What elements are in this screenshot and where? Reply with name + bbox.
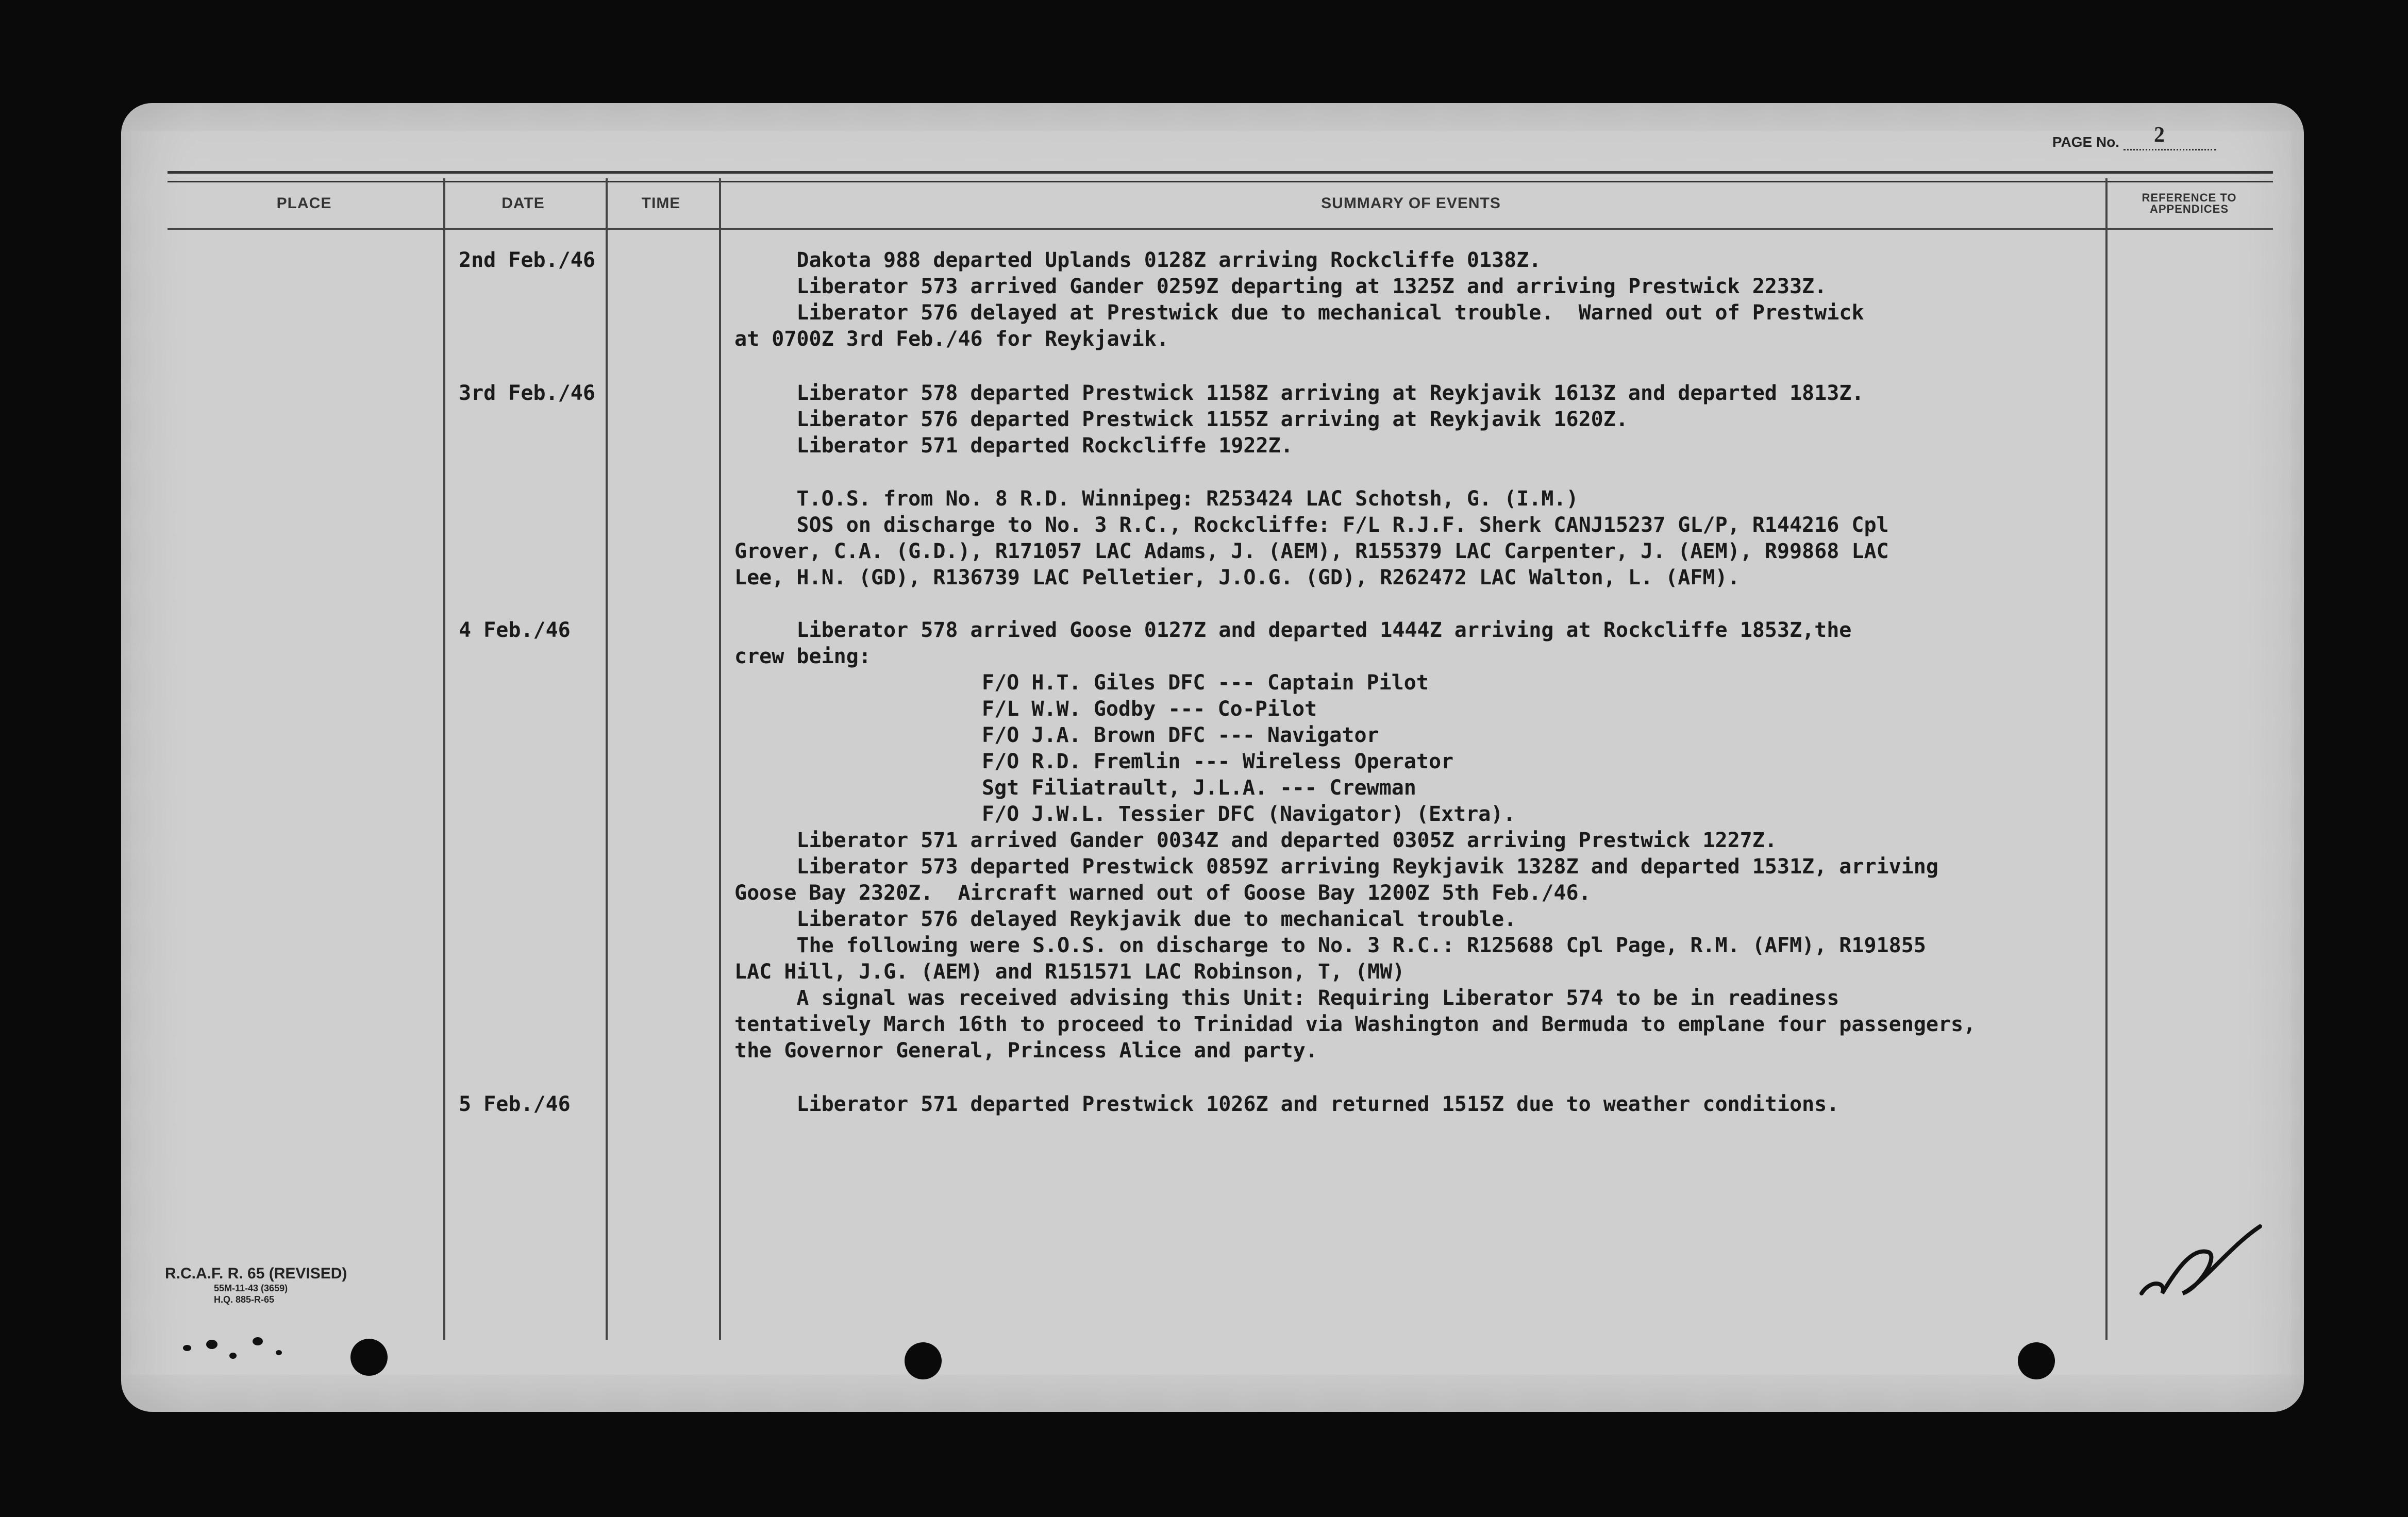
events-body	[121, 103, 2304, 1412]
signature-mark	[2131, 1216, 2265, 1309]
ink-speck	[276, 1350, 282, 1355]
event-line: SOS on discharge to No. 3 R.C., Rockcliffe: F/L R.J.F. Sherk CANJ15237 GL/P, R144216 Cpl	[734, 513, 1889, 537]
form-hq-code: H.Q. 885-R-65	[214, 1294, 275, 1305]
header-summary: SUMMARY OF EVENTS	[1321, 195, 1501, 212]
diary-page	[121, 103, 2304, 1412]
header-place: PLACE	[276, 195, 332, 212]
event-line: Liberator 578 arrived Goose 0127Z and departed 1444Z arriving at Rockcliffe 1853Z,the	[734, 618, 1852, 642]
event-line: T.O.S. from No. 8 R.D. Winnipeg: R253424 LAC Schotsh, G. (I.M.)	[734, 487, 1579, 511]
date-entry: 3rd Feb./46	[459, 381, 595, 405]
event-line: Liberator 573 departed Prestwick 0859Z arriving Reykjavik 1328Z and departed 1531Z, arriving	[734, 855, 1938, 879]
event-line: Liberator 576 departed Prestwick 1155Z arriving at Reykjavik 1620Z.	[734, 408, 1628, 431]
ink-speck	[183, 1345, 191, 1351]
crew-line: F/L W.W. Godby --- Co-Pilot	[982, 697, 1317, 721]
event-line: Goose Bay 2320Z. Aircraft warned out of Goose Bay 1200Z 5th Feb./46.	[734, 881, 1591, 905]
date-entry: 5 Feb./46	[459, 1092, 571, 1116]
ink-speck	[206, 1340, 218, 1349]
event-line: Grover, C.A. (G.D.), R171057 LAC Adams, J. (AEM), R155379 LAC Carpenter, J. (AEM), R99868 LAC	[734, 540, 1889, 563]
event-line: The following were S.O.S. on discharge to No. 3 R.C.: R125688 Cpl Page, R.M. (AFM), R191855	[734, 934, 1926, 957]
header-time: TIME	[641, 195, 681, 212]
crew-line: F/O J.W.L. Tessier DFC (Navigator) (Extra).	[982, 802, 1516, 826]
crew-line: F/O H.T. Giles DFC --- Captain Pilot	[982, 671, 1429, 695]
event-line: the Governor General, Princess Alice and party.	[734, 1039, 1318, 1063]
event-line: Lee, H.N. (GD), R136739 LAC Pelletier, J.O.G. (GD), R262472 LAC Walton, L. (AFM).	[734, 566, 1740, 589]
crew-line: Sgt Filiatrault, J.L.A. --- Crewman	[982, 776, 1416, 800]
event-line: A signal was received advising this Unit: Requiring Liberator 574 to be in readiness	[734, 986, 1840, 1010]
event-line: Liberator 573 arrived Gander 0259Z departing at 1325Z and arriving Prestwick 2233Z.	[734, 275, 1827, 298]
binder-hole	[2018, 1342, 2055, 1379]
page-number-value: 2	[2154, 123, 2165, 147]
crew-line: F/O R.D. Fremlin --- Wireless Operator	[982, 750, 1454, 773]
event-line: Liberator 571 departed Prestwick 1026Z and returned 1515Z due to weather conditions.	[734, 1092, 1840, 1116]
header-reference: REFERENCE TO APPENDICES	[2142, 191, 2237, 215]
event-line: Liberator 578 departed Prestwick 1158Z arriving at Reykjavik 1613Z and departed 1813Z.	[734, 381, 1864, 405]
binder-hole	[350, 1339, 388, 1376]
event-line: Liberator 576 delayed Reykjavik due to mechanical trouble.	[734, 907, 1517, 931]
event-line: tentatively March 16th to proceed to Trinidad via Washington and Bermuda to emplane four passengers,	[734, 1013, 1976, 1036]
form-number: R.C.A.F. R. 65 (REVISED)	[165, 1265, 347, 1282]
event-line: Dakota 988 departed Uplands 0128Z arriving Rockcliffe 0138Z.	[734, 248, 1542, 272]
date-entry: 2nd Feb./46	[459, 248, 595, 272]
form-identifier	[165, 1265, 347, 1305]
event-line: Liberator 576 delayed at Prestwick due to mechanical trouble. Warned out of Prestwick	[734, 301, 1864, 325]
event-line: crew being:	[734, 645, 871, 668]
event-line: Liberator 571 departed Rockcliffe 1922Z.	[734, 434, 1293, 458]
header-date: DATE	[501, 195, 545, 212]
form-print-code: 55M-11-43 (3659)	[214, 1283, 288, 1293]
binder-hole	[905, 1342, 942, 1379]
event-line: at 0700Z 3rd Feb./46 for Reykjavik.	[734, 327, 1169, 351]
crew-line: F/O J.A. Brown DFC --- Navigator	[982, 723, 1379, 747]
page-number-label: PAGE No.	[2052, 134, 2119, 150]
event-line: LAC Hill, J.G. (AEM) and R151571 LAC Robinson, T, (MW)	[734, 960, 1405, 984]
date-entry: 4 Feb./46	[459, 618, 571, 642]
ink-speck	[229, 1353, 237, 1359]
ink-speck	[253, 1337, 263, 1345]
event-line: Liberator 571 arrived Gander 0034Z and departed 0305Z arriving Prestwick 1227Z.	[734, 829, 1777, 852]
